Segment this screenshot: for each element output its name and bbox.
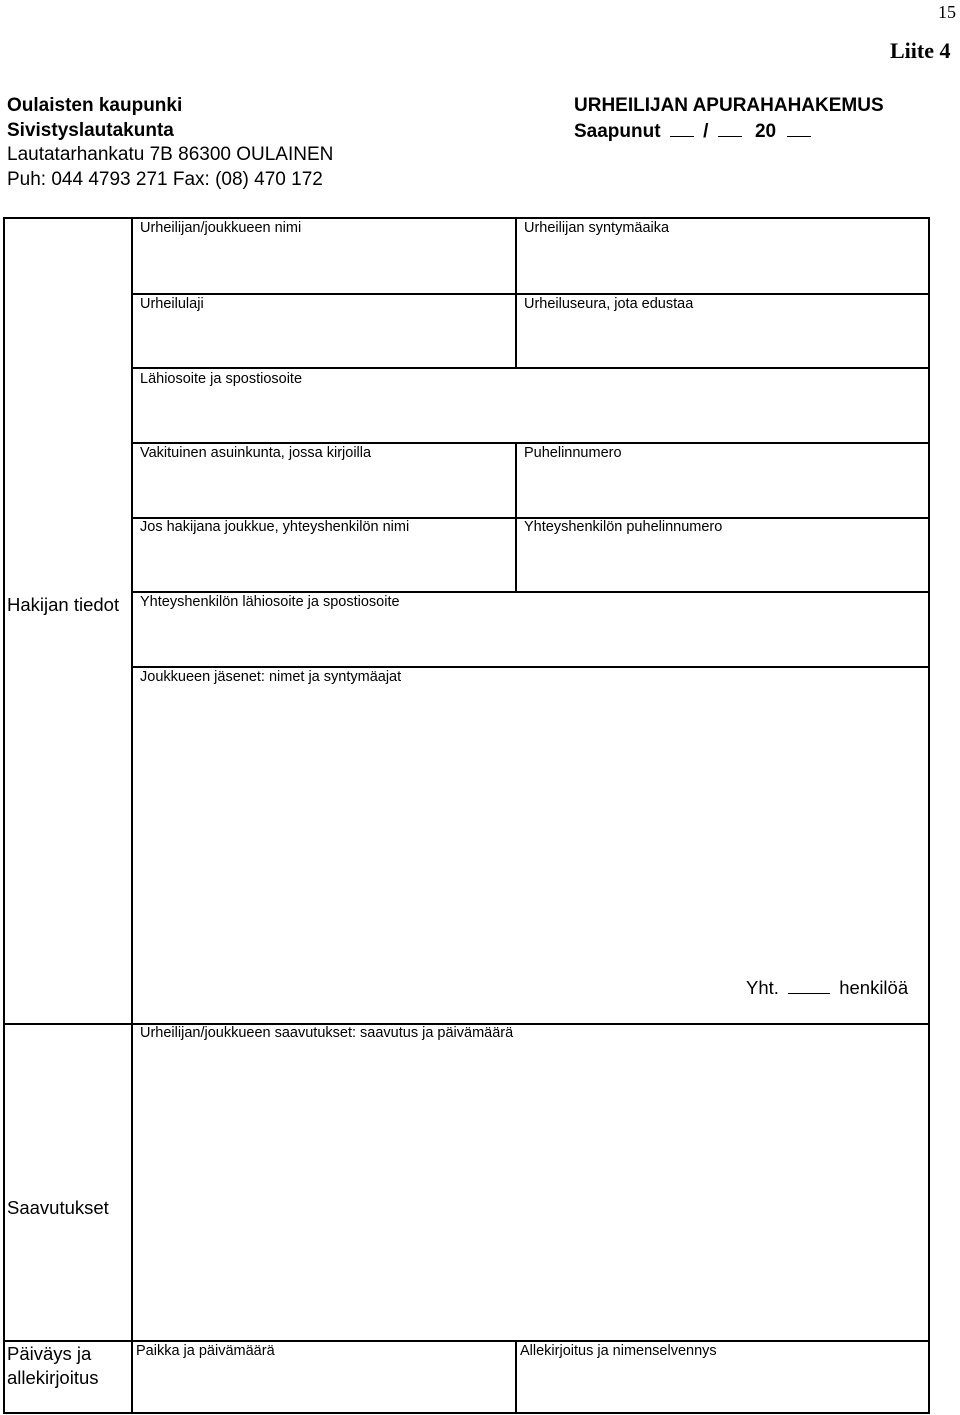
field-contact-name-label: Jos hakijana joukkue, yhteyshenkilön nimi <box>140 519 410 535</box>
appendix-label: Liite 4 <box>890 38 951 63</box>
received-year: 20 <box>754 120 777 142</box>
field-municipality-label: Vakituinen asuinkunta, jossa kirjoilla <box>140 445 372 461</box>
field-name-label: Urheilijan/joukkueen nimi <box>140 220 302 236</box>
total-prefix: Yht. <box>746 977 779 998</box>
section-achievements: Saavutukset <box>7 1197 109 1218</box>
field-phone-label: Puhelinnumero <box>524 445 622 461</box>
received-year-blank <box>787 119 811 137</box>
table-mid-divider-3 <box>515 1340 517 1414</box>
field-club-label: Urheiluseura, jota edustaa <box>524 296 694 312</box>
field-address-label: Lähiosoite ja spostiosoite <box>140 371 303 387</box>
table-col-divider <box>131 217 133 1414</box>
org-name: Oulaisten kaupunki <box>7 95 183 116</box>
table-border-left <box>3 217 5 1414</box>
row-line-1 <box>131 293 930 295</box>
row-line-6 <box>131 666 930 668</box>
form-title: URHEILIJAN APURAHAHAKEMUS <box>574 95 884 116</box>
field-contact-address-label: Yhteyshenkilön lähiosoite ja spostiosoite <box>140 594 400 610</box>
org-address: Lautatarhankatu 7B 86300 OULAINEN <box>7 144 334 165</box>
field-place-date-label: Paikka ja päivämäärä <box>136 1343 275 1359</box>
table-border-bottom <box>3 1412 930 1414</box>
field-birth-date-label: Urheilijan syntymäaika <box>524 220 670 236</box>
section-line-2 <box>3 1340 930 1342</box>
total-suffix: henkilöä <box>839 977 909 998</box>
received-line <box>574 119 884 145</box>
org-dept: Sivistyslautakunta <box>7 119 174 141</box>
page-number: 15 <box>938 2 956 22</box>
row-line-5 <box>131 591 930 593</box>
received-label: Saapunut <box>574 120 661 142</box>
section-signature <box>7 1342 99 1390</box>
row-line-3 <box>131 442 930 444</box>
org-phone: Puh: 044 4793 271 Fax: (08) 470 172 <box>7 168 323 190</box>
field-contact-phone-label: Yhteyshenkilön puhelinnumero <box>524 519 723 535</box>
signature-line-2: allekirjoitus <box>7 1367 99 1388</box>
section-applicant: Hakijan tiedot <box>7 594 120 615</box>
received-day-blank <box>670 119 694 137</box>
table-border-top <box>3 217 930 219</box>
field-team-members-label: Joukkueen jäsenet: nimet ja syntymäajat <box>140 669 402 685</box>
table-border-right <box>928 217 930 1414</box>
field-signature-label: Allekirjoitus ja nimenselvennys <box>520 1343 717 1359</box>
field-sport-label: Urheilulaji <box>140 296 204 312</box>
organization-header <box>7 94 333 192</box>
received-sep: / <box>703 120 709 142</box>
team-total-line <box>746 975 908 999</box>
row-line-2 <box>131 367 930 369</box>
form-header <box>574 94 884 144</box>
signature-line-1: Päiväys ja <box>7 1343 92 1364</box>
total-count-blank <box>788 975 830 994</box>
received-month-blank <box>718 119 742 137</box>
field-achievements-label: Urheilijan/joukkueen saavutukset: saavutus ja päivämäärä <box>140 1025 514 1041</box>
table-mid-divider-1 <box>515 217 517 367</box>
